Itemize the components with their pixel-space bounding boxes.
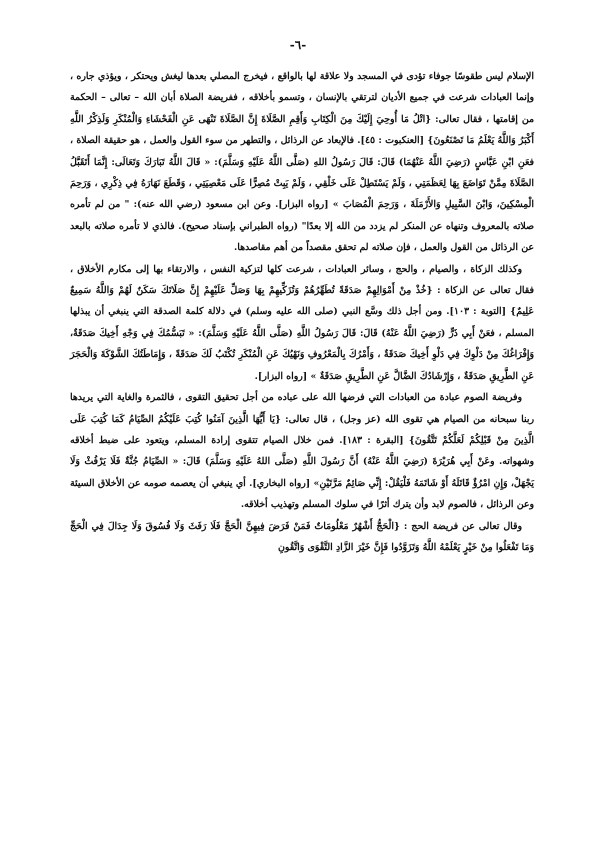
paragraph-zakat: وكذلك الزكاة ، والصيام ، والحج ، وسائر العبادات ، شرعت كلها لتزكية النفس ، والارتقاء بها إلى مكارم الأخلاق ، فقال تعالى عن الزكاة : {خُذْ مِنْ أَمْوَالِهِمْ صَدَقَةً تُطَهِّرُهُمْ وَتُزَكِّيهِمْ بِهَا وَصَلِّ عَلَيْهِمْ إِنَّ صَلَاتَكَ سَكَنٌ لَهُمْ وَاللَّهُ سَمِيعٌ عَلِيمٌ} [التوبة : ١٠٣]. ومن أجل ذلك وسَّع النبي (صلى الله عليه وسلم) في دلالة كلمة الصدقة التي ينبغي أن يبذلها المسلم ، فعَنْ أَبِي ذَرٍّ (رَضِيَ اللَّهُ عَنْهُ) قَالَ: قَالَ رَسُولُ اللَّهِ (صَلَّى اللَّهُ عَلَيْهِ وَسَلَّمَ): « تَبَسُّمُكَ فِي وَجْهِ أَخِيكَ صَدَقَةٌ، وَإِفْرَاغُكَ مِنْ دَلْوِكَ فِي دَلْوِ أَخِيكَ صَدَقَةٌ ، وَأَمْرُكَ بِالْمَعْرُوفِ وَنَهْيُكَ عَنِ الْمُنْكَرِ تُكْتَبُ لَكَ صَدَقَةً ، وَإِمَاطَتُكَ الشَّوْكَةَ وَالْحَجَرَ عَنِ الطَّرِيقِ صَدَقَةٌ ، وَإِرْشَادُكَ الضَّالَّ عَنِ الطَّرِيقِ صَدَقَةٌ » [رواه البزار]. [70, 263, 534, 382]
page-number: -٦- [289, 38, 307, 52]
paragraph-prayer: الإسلام ليس طقوسًا جوفاء تؤدى في المسجد ولا علاقة لها بالواقع ، فيخرج المصلي بعدها ليغش ويحتكر ، ويؤذي جاره ، وإنما العبادات شرعت في جميع الأديان لترتقي بالإنسان ، وتسمو بأخلاقه ، ففريضة الصلاة أبان الله – تعالى – الحكمة من إقامتها ، فقال تعالى: {اتْلُ مَا أُوحِيَ إِلَيْكَ مِنَ الْكِتَابِ وَأَقِمِ الصَّلَاةَ إِنَّ الصَّلَاةَ تَنْهَى عَنِ الْفَحْشَاءِ وَالْمُنْكَرِ وَلَذِكْرُ اللَّهِ أَكْبَرُ وَاللَّهُ يَعْلَمُ مَا تَصْنَعُونَ} [العنكبوت : ٤٥]. فالإبعاد عن الرذائل ، والتطهر من سوء القول والعمل ، هو حقيقة الصلاة ، فعَنِ ابْنِ عَبَّاسٍ (رَضِيَ اللَّهُ عَنْهُمَا) قَالَ: قَالَ رَسُولُ اللهِ (صَلَّى اللَّهُ عَلَيْهِ وَسَلَّمَ): « قَالَ اللَّهُ تَبَارَكَ وَتَعَالَى: إِنَّمَا أَتَقَبَّلُ الصَّلَاةَ مِمَّنْ تَوَاضَعَ بِهَا لِعَظَمَتِي ، وَلَمْ يَسْتَطِلْ عَلَى خَلْقِي ، وَلَمْ يَبِتْ مُصِرًّا عَلَى مَعْصِيَتِي ، وَقَطَعَ نَهَارَهُ فِي ذِكْرِي ، وَرَحِمَ الْمِسْكِينَ، وَابْنَ السَّبِيلِ وَالأَرْمَلَةَ ، وَرَحِمَ الْمُصَابَ » [رواه البزار]. وعن ابن مسعود (رضي الله عنه): " من لم تأمره صلاته بالمعروف وتنهاه عن المنكر لم يزدد من الله إلا بعدًا" (رواه الطبراني بإسناد صحيح). فالذي لا تأمره صلاته بالبعد عن الرذائل من القول والعمل ، فإن صلاته لم تحقق مقصداً من أهم مقاصدها. [70, 71, 534, 254]
paragraph-fasting: وفريضة الصوم عبادة من العبادات التي فرضها الله على عباده من أجل تحقيق التقوى ، فالثمرة والغاية التي يريدها ربنا سبحانه من الصيام هي تقوى الله (عز وجل) ، قال تعالى: {يَا أَيُّهَا الَّذِينَ آمَنُوا كُتِبَ عَلَيْكُمُ الصِّيَامُ كَمَا كُتِبَ عَلَى الَّذِينَ مِنْ قَبْلِكُمْ لَعَلَّكُمْ تَتَّقُونَ} [البقرة : ١٨٣]. فمن خلال الصيام تتقوى إرادة المسلم، ويتعود على ضبط أخلاقه وشهواته. وعَنْ أَبِي هُرَيْرَةَ (رَضِيَ اللَّهُ عَنْهُ) أَنَّ رَسُولَ اللَّهِ (صَلَّى اللهُ عَلَيْهِ وَسَلَّمَ) قَالَ: « الصِّيَامُ جُنَّةٌ فَلَا يَرْفُثْ وَلَا يَجْهَلْ، وَإِنِ امْرُؤٌ قَاتَلَهُ أَوْ شَاتَمَهُ فَلْيَقُلْ: إِنِّي صَائِمٌ مَرَّتَيْنِ» [رواه البخاري]. أي ينبغي أن يعصمه صومه عن الأخلاق السيئة وعن الرذائل ، فالصوم لابد وأن يترك أثرًا في سلوك المسلم وتهذيب أخلاقه. [70, 392, 534, 511]
paragraph-hajj: وقال تعالى عن فريضة الحج : {الْحَجُّ أَشْهُرٌ مَعْلُومَاتٌ فَمَنْ فَرَضَ فِيهِنَّ الْحَجَّ فَلَا رَفَثَ وَلَا فُسُوقَ وَلَا جِدَالَ فِي الْحَجِّ وَمَا تَفْعَلُوا مِنْ خَيْرٍ يَعْلَمْهُ اللَّهُ وَتَزَوَّدُوا فَإِنَّ خَيْرَ الزَّادِ التَّقْوَى وَاتَّقُونِ [70, 520, 534, 553]
body-text [70, 66, 534, 558]
